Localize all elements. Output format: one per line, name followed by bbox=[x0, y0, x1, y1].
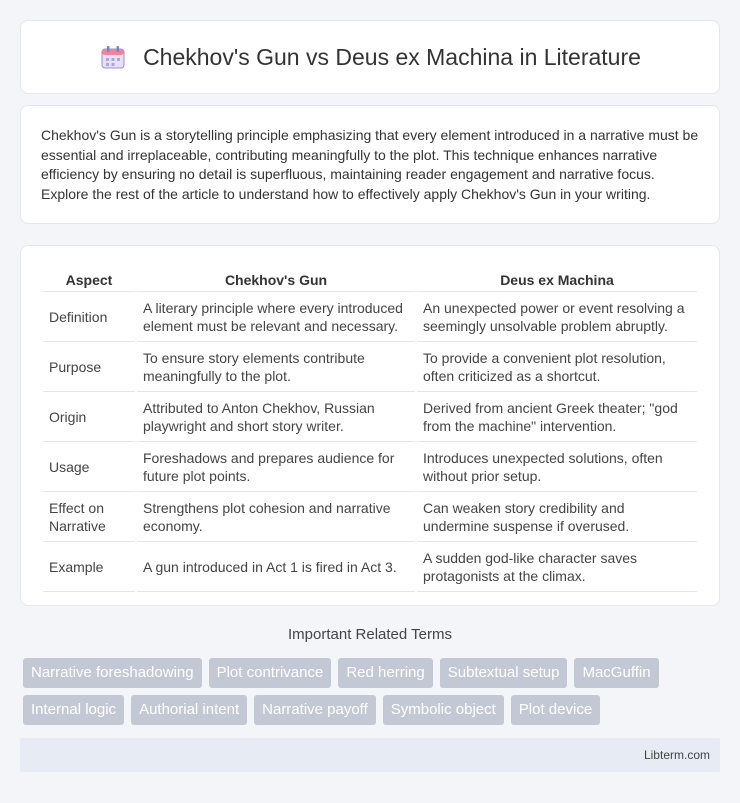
tag-internal-logic[interactable]: Internal logic bbox=[23, 695, 124, 725]
comparison-table-card bbox=[20, 245, 720, 606]
tag-plot-contrivance[interactable]: Plot contrivance bbox=[209, 658, 332, 688]
cell-aspect: Example bbox=[43, 544, 135, 592]
related-terms-tags bbox=[23, 658, 723, 732]
header-card bbox=[20, 20, 720, 94]
related-terms-title: Important Related Terms bbox=[288, 626, 452, 643]
cell-chekhov: Strengthens plot cohesion and narrative economy. bbox=[137, 494, 415, 542]
tag-authorial-intent[interactable]: Authorial intent bbox=[131, 695, 247, 725]
table-row bbox=[43, 294, 697, 342]
cell-deus: To provide a convenient plot resolution, often criticized as a shortcut. bbox=[417, 344, 697, 392]
title-wrap bbox=[99, 43, 641, 71]
cell-deus: Derived from ancient Greek theater; "god from the machine" intervention. bbox=[417, 394, 697, 442]
cell-chekhov: To ensure story elements contribute meaningfully to the plot. bbox=[137, 344, 415, 392]
tag-macguffin[interactable]: MacGuffin bbox=[574, 658, 658, 688]
table-row bbox=[43, 394, 697, 442]
cell-deus: A sudden god-like character saves protagonists at the climax. bbox=[417, 544, 697, 592]
cell-aspect: Usage bbox=[43, 444, 135, 492]
header-chekhovs-gun: Chekhov's Gun bbox=[137, 268, 415, 292]
table-row bbox=[43, 544, 697, 592]
footer-site-link[interactable]: Libterm.com bbox=[643, 748, 710, 762]
header-deus-ex-machina: Deus ex Machina bbox=[417, 268, 697, 292]
cell-chekhov: A literary principle where every introduced element must be relevant and necessary. bbox=[137, 294, 415, 342]
cell-aspect: Purpose bbox=[43, 344, 135, 392]
tag-symbolic-object[interactable]: Symbolic object bbox=[383, 695, 504, 725]
table-row bbox=[43, 494, 697, 542]
comparison-table bbox=[41, 266, 699, 594]
tag-narrative-foreshadowing[interactable]: Narrative foreshadowing bbox=[23, 658, 202, 688]
tag-plot-device[interactable]: Plot device bbox=[511, 695, 600, 725]
table-header-row bbox=[43, 268, 697, 292]
table-row bbox=[43, 444, 697, 492]
cell-aspect: Effect on Narrative bbox=[43, 494, 135, 542]
tag-subtextual-setup[interactable]: Subtextual setup bbox=[440, 658, 568, 688]
cell-chekhov: A gun introduced in Act 1 is fired in Act 3. bbox=[137, 544, 415, 592]
cell-aspect: Origin bbox=[43, 394, 135, 442]
tag-row-1 bbox=[23, 658, 723, 688]
tag-red-herring[interactable]: Red herring bbox=[338, 658, 432, 688]
intro-text: Chekhov's Gun is a storytelling principle emphasizing that every element introduced in a narrative must be essential and irreplaceable, contributing meaningfully to the plot. This technique enhances narrative efficiency by ensuring no detail is superfluous, maintaining reader engagement and narrative focus. Explore the rest of the article to understand how to effectively apply Chekhov's Gun in your writing. bbox=[41, 127, 699, 202]
cell-deus: Introduces unexpected solutions, often without prior setup. bbox=[417, 444, 697, 492]
table-row bbox=[43, 344, 697, 392]
page-title: Chekhov's Gun vs Deus ex Machina in Literature bbox=[143, 43, 641, 70]
tag-narrative-payoff[interactable]: Narrative payoff bbox=[254, 695, 376, 725]
cell-deus: An unexpected power or event resolving a seemingly unsolvable problem abruptly. bbox=[417, 294, 697, 342]
cell-aspect: Definition bbox=[43, 294, 135, 342]
header-aspect: Aspect bbox=[43, 268, 135, 292]
footer bbox=[20, 738, 720, 772]
calendar-icon bbox=[99, 43, 127, 71]
intro-card bbox=[20, 105, 720, 224]
tag-row-2 bbox=[23, 695, 723, 725]
cell-chekhov: Attributed to Anton Chekhov, Russian playwright and short story writer. bbox=[137, 394, 415, 442]
cell-chekhov: Foreshadows and prepares audience for future plot points. bbox=[137, 444, 415, 492]
cell-deus: Can weaken story credibility and undermine suspense if overused. bbox=[417, 494, 697, 542]
